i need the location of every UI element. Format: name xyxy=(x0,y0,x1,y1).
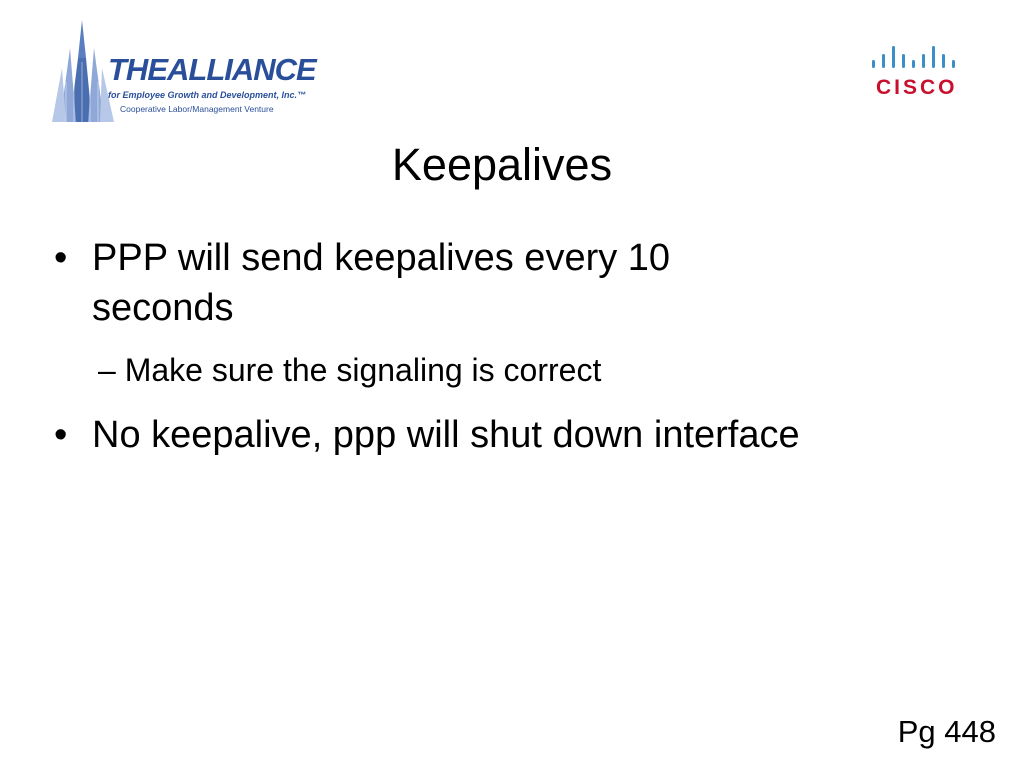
subbullet-marker: – xyxy=(98,352,116,388)
subbullet-text: Make sure the signaling is correct xyxy=(124,352,602,388)
alliance-tagline: for Employee Growth and Development, Inc.™ xyxy=(108,90,307,100)
cisco-bars-icon xyxy=(866,44,962,76)
alliance-wordmark: THEALLIANCE xyxy=(108,52,316,87)
bullet-text: PPP will send keepalives every 10 seconds xyxy=(92,237,671,329)
slide-title: Keepalives xyxy=(391,139,613,190)
cisco-wordmark: CISCO xyxy=(876,76,958,99)
bullet-item xyxy=(54,410,974,464)
cisco-logo xyxy=(866,44,962,104)
alliance-logo xyxy=(48,18,316,126)
bullet-marker: • xyxy=(54,414,68,456)
subbullet-item xyxy=(98,350,601,390)
bullet-item xyxy=(54,233,814,337)
page-number: Pg 448 xyxy=(897,714,996,749)
alliance-subtagline: Cooperative Labor/Management Venture xyxy=(120,104,274,114)
bullet-text: No keepalive, ppp will shut down interface xyxy=(92,414,800,456)
bullet-marker: • xyxy=(54,237,68,279)
